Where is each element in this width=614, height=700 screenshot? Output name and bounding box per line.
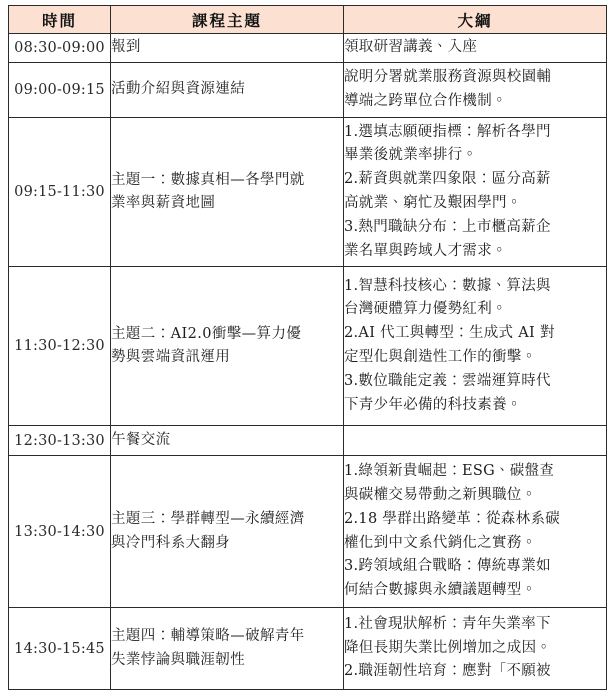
column-header-time: 時間 — [9, 6, 111, 34]
topic-line: 失業悖論與職涯韌性 — [111, 651, 246, 668]
column-header-outline: 大綱 — [344, 6, 607, 34]
cell-time: 08:30-09:00 — [9, 34, 111, 63]
outline-line: 下青少年必備的科技素養。 — [344, 396, 522, 413]
cell-outline — [344, 34, 607, 63]
table-row — [9, 34, 607, 63]
outline-line: 權化到中文系代銷化之實務。 — [344, 534, 537, 551]
table-row — [9, 267, 607, 426]
cell-topic — [111, 608, 344, 690]
table-row — [9, 456, 607, 608]
outline-line: 3.熱門職缺分布：上市櫃高薪企 — [344, 218, 551, 235]
topic-line: 勢與雲端資訊運用 — [111, 349, 231, 365]
outline-line: 台灣硬體算力優勢紅利。 — [344, 301, 507, 318]
outline-line: 導端之跨單位合作機制。 — [344, 93, 507, 109]
table-row — [9, 426, 607, 456]
outline-line: 定型化與創造性工作的衝擊。 — [344, 349, 537, 365]
outline-line: 2.AI 代工與轉型：生成式 AI 對 — [344, 325, 555, 342]
table-body — [9, 34, 607, 690]
header-row — [9, 6, 607, 34]
cell-outline — [344, 608, 607, 690]
cell-time: 14:30-15:45 — [9, 608, 111, 690]
outline-line: 1.社會現狀解析：青年失業率下 — [344, 615, 551, 632]
outline-line: 1.智慧科技核心：數據、算法與 — [344, 277, 551, 294]
cell-topic — [111, 426, 344, 456]
topic-line: 活動介紹與資源連結 — [111, 81, 246, 98]
cell-outline — [344, 118, 607, 267]
topic-line: 午餐交流 — [111, 431, 171, 448]
outline-line: 說明分署就業服務資源與校園輔 — [344, 69, 552, 86]
table-row — [9, 118, 607, 267]
cell-topic — [111, 63, 344, 118]
outline-line: 2.職涯韌性培育：應對「不願被 — [344, 663, 551, 680]
cell-outline — [344, 267, 607, 426]
cell-time: 09:15-11:30 — [9, 118, 111, 267]
outline-line: 3.數位職能定義：雲端運算時代 — [344, 372, 551, 389]
outline-line: 降但長期失業比例增加之成因。 — [344, 639, 552, 656]
topic-line: 與冷門科系大翻身 — [111, 534, 231, 551]
cell-time: 09:00-09:15 — [9, 63, 111, 118]
outline-line: 2.薪資與就業四象限：區分高薪 — [344, 171, 551, 188]
cell-outline-empty — [344, 426, 607, 456]
topic-line: 主題四：輔導策略—破解青年 — [111, 628, 305, 645]
outline-line: 3.跨領域組合戰略：傳統專業如 — [344, 558, 551, 575]
outline-line: 與碳權交易帶動之新興職位。 — [344, 486, 537, 503]
outline-line: 領取研習講義、入座 — [344, 39, 478, 56]
topic-line: 業率與薪資地圖 — [111, 195, 216, 211]
cell-topic — [111, 456, 344, 608]
cell-time: 13:30-14:30 — [9, 456, 111, 608]
topic-line: 主題一：數據真相—各學門就 — [111, 171, 305, 188]
outline-line: 2.18 學群出路變革：從森林系碳 — [344, 510, 560, 527]
topic-line: 報到 — [111, 39, 141, 56]
outline-line: 何結合數據與永續議題轉型。 — [344, 582, 537, 599]
topic-line: 主題二：AI2.0衝擊—算力優 — [111, 325, 302, 342]
schedule-table — [8, 5, 607, 690]
outline-line: 1.選填志願硬指標：解析各學門 — [344, 123, 551, 140]
outline-line: 高就業、窮忙及艱困學門。 — [344, 195, 522, 211]
cell-topic — [111, 267, 344, 426]
column-header-topic: 課程主題 — [111, 6, 344, 34]
table-row — [9, 608, 607, 690]
cell-topic — [111, 34, 344, 63]
topic-line: 主題三：學群轉型—永續經濟 — [111, 511, 305, 528]
outline-line: 畢業後就業率排行。 — [344, 147, 478, 164]
table-header — [9, 6, 607, 34]
cell-topic — [111, 118, 344, 267]
outline-line: 1.綠領新貴崛起：ESG、碳盤查 — [344, 463, 555, 480]
cell-time: 11:30-12:30 — [9, 267, 111, 426]
cell-time: 12:30-13:30 — [9, 426, 111, 456]
outline-line: 業名單與跨域人才需求。 — [344, 242, 507, 259]
cell-outline — [344, 63, 607, 118]
cell-outline — [344, 456, 607, 608]
table-row — [9, 63, 607, 118]
